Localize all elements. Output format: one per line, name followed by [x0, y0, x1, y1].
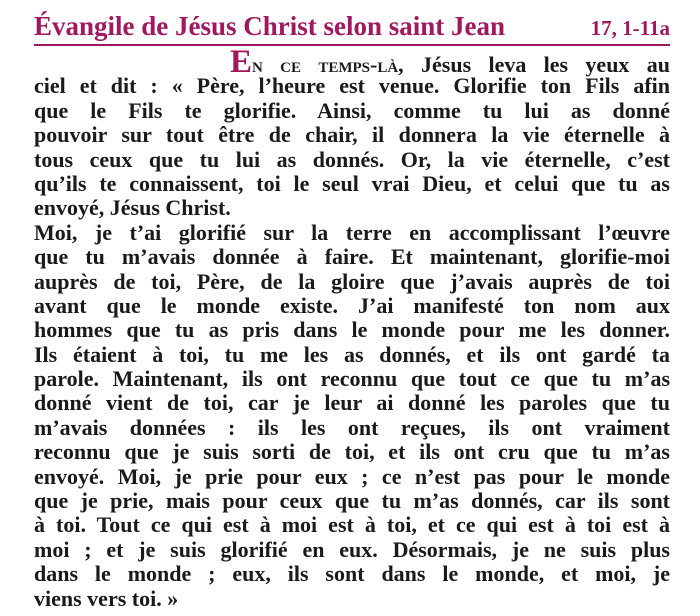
opening-line	[34, 44, 670, 80]
text-line: que tu m’avais donnée à faire. Et maintenant, glorifie-moi	[34, 244, 670, 270]
text-line: envoyé, Jésus Christ.	[34, 195, 231, 221]
opening-rest: Jésus leva les yeux au	[403, 52, 670, 77]
opening-small-caps: n ce temps-là,	[252, 52, 404, 77]
text-line: Moi, je t’ai glorifié sur la terre en accomplissant l’œuvre	[34, 219, 670, 245]
text-line: qu’ils te connaissent, toi le seul vrai Dieu, et celui que tu as	[34, 170, 670, 196]
reading-title: Évangile de Jésus Christ selon saint Jean	[34, 11, 506, 41]
gospel-text	[34, 44, 670, 611]
reading-header	[34, 10, 670, 46]
text-line: tous ceux que tu lui as donnés. Or, la vie éternelle, c’est	[34, 146, 670, 172]
drop-cap: E	[230, 44, 253, 80]
text-line: que je prie, mais pour ceux que tu m’as donnés, car ils sont	[34, 488, 670, 514]
text-line: ciel et dit : « Père, l’heure est venue. Glorifie ton Fils afin	[34, 73, 670, 99]
text-line: reconnu que je suis sorti de toi, et ils ont cru que tu m’as	[34, 439, 670, 465]
text-line: avant que le monde existe. J’ai manifesté ton nom aux	[34, 292, 670, 318]
text-line: à toi. Tout ce qui est à moi est à toi, et ce qui est à toi est à	[34, 512, 670, 538]
text-line: m’avais données : ils les ont reçues, ils ont vraiment	[34, 414, 670, 440]
text-line: Ils étaient à toi, tu me les as donnés, et ils ont gardé ta	[34, 341, 670, 367]
text-line: parole. Maintenant, ils ont reconnu que tout ce que tu m’as	[34, 366, 670, 392]
text-line: moi ; et je suis glorifié en eux. Désormais, je ne suis plus	[34, 536, 670, 562]
text-line: donné vient de toi, car je leur ai donné les paroles que tu	[34, 390, 670, 416]
text-line: envoyé. Moi, je prie pour eux ; ce n’est pas pour le monde	[34, 463, 670, 489]
text-line: que le Fils te glorifie. Ainsi, comme tu lui as donné	[34, 97, 670, 123]
text-line: dans le monde ; eux, ils sont dans le monde, et moi, je	[34, 561, 670, 587]
text-line: hommes que tu as pris dans le monde pour me les donner.	[34, 317, 670, 343]
text-line: pouvoir sur tout être de chair, il donnera la vie éternelle à	[34, 122, 670, 148]
text-line: viens vers toi. »	[34, 585, 179, 611]
text-line: auprès de toi, Père, de la gloire que j’avais auprès de toi	[34, 268, 670, 294]
chapter-verse-reference: 17, 1-11a	[590, 16, 670, 40]
